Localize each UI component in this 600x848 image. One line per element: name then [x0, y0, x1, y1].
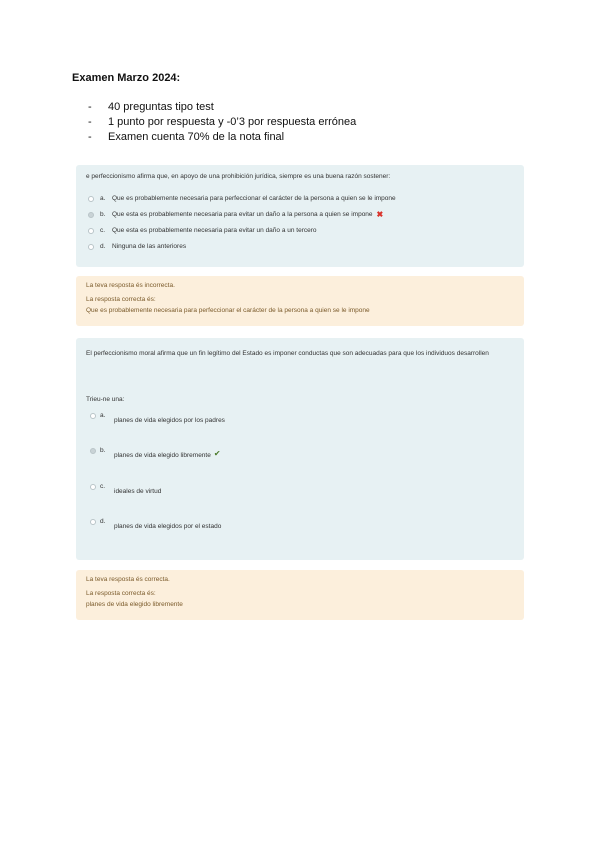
bullet-dash: - — [88, 116, 92, 128]
question-2-card — [76, 338, 524, 560]
option-letter: d. — [100, 243, 106, 250]
question-2-feedback — [76, 570, 524, 620]
question-2-choose-label: Trieu-ne una: — [86, 396, 125, 403]
option-letter: a. — [100, 412, 106, 419]
question-2-option-d[interactable] — [90, 518, 222, 530]
list-item-text: 1 punto por respuesta y -0’3 por respuesta errónea — [108, 116, 357, 128]
radio-button-selected[interactable] — [88, 212, 94, 218]
list-item — [88, 100, 356, 115]
option-text: ideales de virtud — [114, 488, 162, 495]
option-text: planes de vida elegidos por los padres — [114, 417, 225, 424]
question-2-option-a[interactable] — [90, 412, 225, 424]
radio-button[interactable] — [88, 196, 94, 202]
radio-button[interactable] — [88, 244, 94, 250]
option-text: Ninguna de las anteriores — [112, 243, 187, 250]
question-1-option-a[interactable] — [88, 195, 396, 202]
option-text: Que esta es probablemente necesaria para evitar un daño a la persona a quien se impone — [112, 211, 373, 218]
radio-button[interactable] — [90, 484, 96, 490]
radio-button[interactable] — [90, 413, 96, 419]
radio-button[interactable] — [88, 228, 94, 234]
question-1-option-d[interactable] — [88, 243, 186, 250]
feedback-status: La teva resposta és correcta. — [86, 576, 170, 583]
list-item — [88, 130, 356, 145]
option-letter: d. — [100, 518, 106, 525]
question-1-option-c[interactable] — [88, 227, 317, 234]
bullet-dash: - — [88, 131, 92, 143]
feedback-correct-answer: Que es probablemente necesaria para perfeccionar el carácter de la persona a quien se le impone — [86, 307, 370, 314]
list-item-text: Examen cuenta 70% de la nota final — [108, 131, 285, 143]
option-letter: a. — [100, 195, 106, 202]
option-text: planes de vida elegido libremente — [114, 452, 211, 459]
option-text: Que esta es probablemente necesaria para evitar un daño a un tercero — [112, 227, 317, 234]
correct-check-icon: ✔ — [213, 449, 221, 458]
question-1-option-b[interactable] — [88, 210, 383, 219]
feedback-correct-answer: planes de vida elegido libremente — [86, 601, 183, 608]
option-letter: b. — [100, 447, 106, 454]
bullet-dash: - — [88, 101, 92, 113]
question-1-text: e perfeccionismo afirma que, en apoyo de una prohibición jurídica, siempre es una buena razón sostener: — [86, 173, 391, 180]
radio-button-selected[interactable] — [90, 448, 96, 454]
option-letter: b. — [100, 211, 106, 218]
exam-info-list — [88, 100, 356, 145]
radio-button[interactable] — [90, 519, 96, 525]
question-2-option-b[interactable] — [90, 446, 221, 459]
exam-title: Examen Marzo 2024: — [72, 72, 181, 84]
option-text: Que es probablemente necesaria para perfeccionar el carácter de la persona a quien se le impone — [112, 195, 396, 202]
list-item — [88, 115, 356, 130]
feedback-correct-label: La resposta correcta és: — [86, 590, 156, 597]
feedback-status: La teva resposta és incorrecta. — [86, 282, 175, 289]
question-1-feedback — [76, 276, 524, 326]
option-letter: c. — [100, 227, 106, 234]
option-text: planes de vida elegidos por el estado — [114, 523, 222, 530]
feedback-correct-label: La resposta correcta és: — [86, 296, 156, 303]
question-1-card — [76, 165, 524, 267]
incorrect-icon: ✖ — [376, 210, 384, 219]
question-2-option-c[interactable] — [90, 483, 162, 495]
question-2-text: El perfeccionismo moral afirma que un fin legítimo del Estado es imponer conductas que son adecuadas para que los individuos desarrollen — [86, 350, 489, 357]
list-item-text: 40 preguntas tipo test — [108, 101, 214, 113]
option-letter: c. — [100, 483, 106, 490]
